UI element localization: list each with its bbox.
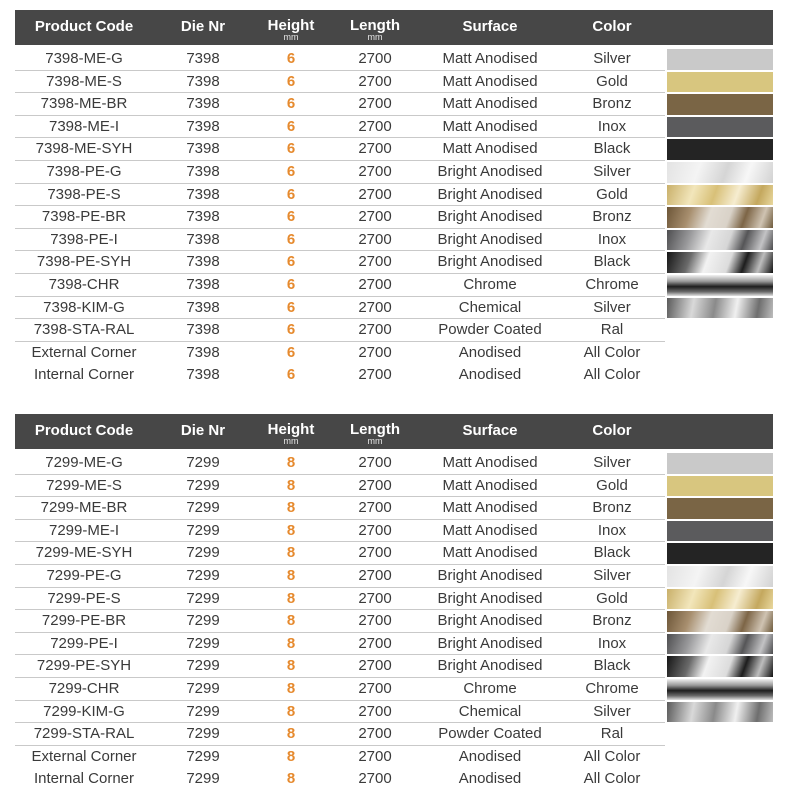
product-code-cell: 7299-ME-S — [46, 476, 122, 494]
die-nr-cell: 7398 — [186, 140, 220, 158]
die-nr-cell: 7299 — [186, 521, 220, 539]
color-swatch — [667, 49, 773, 70]
die-nr-cell: 7299 — [186, 702, 220, 720]
surface-cell: Bright Anodised — [437, 230, 543, 248]
color-cell: Black — [593, 657, 631, 675]
die-nr-cell: 7299 — [186, 499, 220, 517]
color-cell: Inox — [597, 634, 627, 652]
surface-cell: Bright Anodised — [437, 162, 543, 180]
surface-cell: Bright Anodised — [437, 634, 543, 652]
table-row — [15, 93, 773, 116]
length-cell: 2700 — [358, 366, 392, 384]
table-row — [15, 723, 773, 746]
table-row — [15, 161, 773, 184]
product-code-cell: 7398-ME-I — [48, 117, 120, 135]
color-cell: Ral — [600, 321, 624, 339]
color-cell: Silver — [593, 702, 631, 720]
die-nr-cell: 7398 — [186, 366, 220, 384]
length-cell: 2700 — [358, 140, 392, 158]
surface-cell: Matt Anodised — [442, 521, 538, 539]
table-row — [15, 475, 773, 498]
height-cell: 8 — [286, 747, 296, 765]
surface-cell: Bright Anodised — [437, 657, 543, 675]
product-code-cell: 7299-STA-RAL — [33, 725, 135, 743]
color-swatch — [667, 543, 773, 564]
surface-cell: Matt Anodised — [442, 544, 538, 562]
product-code-cell: 7398-ME-SYH — [35, 140, 133, 158]
product-code-cell: 7398-PE-I — [50, 230, 118, 248]
die-nr-cell: 7299 — [186, 544, 220, 562]
surface-cell: Chemical — [458, 702, 522, 720]
surface-cell: Chemical — [458, 298, 522, 316]
table-row — [15, 633, 773, 656]
color-swatch — [667, 521, 773, 542]
color-cell: All Color — [583, 747, 641, 765]
table-row — [15, 251, 773, 274]
color-swatch — [667, 230, 773, 251]
table-row — [15, 319, 773, 342]
height-cell: 8 — [286, 612, 296, 630]
length-cell: 2700 — [358, 117, 392, 135]
length-cell: 2700 — [358, 770, 392, 788]
col-header-product-code: Product Code — [34, 18, 134, 35]
surface-cell: Matt Anodised — [442, 454, 538, 471]
length-cell: 2700 — [358, 230, 392, 248]
height-cell: 6 — [286, 72, 296, 90]
product-code-cell: 7299-PE-I — [50, 634, 118, 652]
length-cell: 2700 — [358, 499, 392, 517]
product-code-cell: 7398-KIM-G — [43, 298, 125, 316]
product-code-cell: 7398-PE-G — [46, 162, 122, 180]
col-header-die-nr: Die Nr — [180, 18, 226, 35]
color-cell: Bronz — [592, 95, 632, 113]
table-row — [15, 497, 773, 520]
height-cell: 8 — [286, 634, 296, 652]
product-code-cell: Internal Corner — [33, 366, 135, 384]
height-cell: 8 — [286, 454, 296, 471]
product-code-cell: 7398-ME-S — [46, 72, 122, 90]
length-cell: 2700 — [358, 612, 392, 630]
die-nr-cell: 7398 — [186, 72, 220, 90]
table-row — [15, 655, 773, 678]
color-cell: Silver — [593, 50, 631, 67]
height-cell: 8 — [286, 702, 296, 720]
die-nr-cell: 7398 — [186, 50, 220, 67]
col-header-die-nr: Die Nr — [180, 422, 226, 439]
color-cell: Inox — [597, 521, 627, 539]
die-nr-cell: 7398 — [186, 321, 220, 339]
surface-cell: Matt Anodised — [442, 72, 538, 90]
product-code-cell: 7299-ME-I — [48, 521, 120, 539]
die-nr-cell: 7299 — [186, 747, 220, 765]
height-cell: 8 — [286, 657, 296, 675]
die-nr-cell: 7398 — [186, 275, 220, 293]
color-cell: Gold — [596, 185, 628, 203]
color-cell: Gold — [596, 72, 628, 90]
surface-cell: Powder Coated — [438, 725, 542, 743]
product-code-cell: 7398-PE-S — [47, 185, 121, 203]
height-cell: 8 — [286, 476, 296, 494]
length-cell: 2700 — [358, 544, 392, 562]
color-swatch — [667, 162, 773, 183]
color-cell: All Color — [583, 343, 641, 361]
col-header-length: Length mm — [350, 421, 400, 446]
die-nr-cell: 7299 — [186, 612, 220, 630]
length-cell: 2700 — [358, 679, 392, 697]
table-body — [15, 452, 773, 791]
color-cell: Bronz — [592, 499, 632, 517]
table-row — [15, 542, 773, 565]
table-row — [15, 229, 773, 252]
product-code-cell: 7398-PE-SYH — [36, 253, 132, 271]
table-row — [15, 746, 773, 769]
color-swatch — [667, 207, 773, 228]
table-row — [15, 206, 773, 229]
die-nr-cell: 7299 — [186, 657, 220, 675]
color-swatch — [667, 589, 773, 610]
color-swatch — [667, 275, 773, 296]
die-nr-cell: 7398 — [186, 298, 220, 316]
product-table-7398 — [15, 10, 773, 387]
color-cell: Bronz — [592, 612, 632, 630]
surface-cell: Matt Anodised — [442, 95, 538, 113]
product-code-cell: 7299-PE-SYH — [36, 657, 132, 675]
surface-cell: Bright Anodised — [437, 612, 543, 630]
surface-cell: Matt Anodised — [442, 117, 538, 135]
length-cell: 2700 — [358, 72, 392, 90]
length-cell: 2700 — [358, 725, 392, 743]
height-cell: 6 — [286, 185, 296, 203]
color-cell: Chrome — [585, 275, 639, 293]
table-row — [15, 138, 773, 161]
col-header-length: Length mm — [350, 17, 400, 42]
color-cell: Black — [593, 544, 631, 562]
table-row — [15, 71, 773, 94]
die-nr-cell: 7398 — [186, 208, 220, 226]
surface-cell: Matt Anodised — [442, 140, 538, 158]
product-code-cell: 7299-ME-SYH — [35, 544, 133, 562]
die-nr-cell: 7299 — [186, 476, 220, 494]
height-cell: 6 — [286, 253, 296, 271]
product-code-cell: 7398-STA-RAL — [33, 321, 135, 339]
height-cell: 6 — [286, 343, 296, 361]
height-cell: 6 — [286, 298, 296, 316]
surface-cell: Anodised — [458, 770, 522, 788]
color-swatch — [667, 566, 773, 587]
surface-cell: Anodised — [458, 366, 522, 384]
height-cell: 6 — [286, 117, 296, 135]
color-cell: Gold — [596, 476, 628, 494]
product-code-cell: Internal Corner — [33, 770, 135, 788]
length-cell: 2700 — [358, 521, 392, 539]
col-header-surface: Surface — [462, 422, 518, 439]
color-swatch — [667, 679, 773, 700]
color-swatch — [667, 139, 773, 160]
color-cell: Silver — [593, 454, 631, 471]
length-cell: 2700 — [358, 50, 392, 67]
product-code-cell: 7299-ME-G — [45, 454, 123, 471]
height-cell: 8 — [286, 499, 296, 517]
surface-cell: Bright Anodised — [437, 185, 543, 203]
product-code-cell: External Corner — [31, 747, 137, 765]
surface-cell: Bright Anodised — [437, 253, 543, 271]
die-nr-cell: 7299 — [186, 589, 220, 607]
length-cell: 2700 — [358, 747, 392, 765]
color-swatch — [667, 702, 773, 723]
height-cell: 8 — [286, 589, 296, 607]
table-row — [15, 116, 773, 139]
surface-cell: Bright Anodised — [437, 566, 543, 584]
surface-cell: Powder Coated — [438, 321, 542, 339]
length-cell: 2700 — [358, 589, 392, 607]
color-swatch — [667, 611, 773, 632]
length-cell: 2700 — [358, 657, 392, 675]
height-cell: 6 — [286, 321, 296, 339]
color-cell: Black — [593, 140, 631, 158]
color-swatch — [667, 117, 773, 138]
height-cell: 8 — [286, 521, 296, 539]
surface-cell: Anodised — [458, 343, 522, 361]
product-code-cell: 7398-CHR — [48, 275, 120, 293]
surface-cell: Matt Anodised — [442, 499, 538, 517]
product-code-cell: 7398-ME-BR — [40, 95, 128, 113]
product-table-7299 — [15, 414, 773, 791]
col-header-product-code: Product Code — [34, 422, 134, 439]
die-nr-cell: 7299 — [186, 634, 220, 652]
height-cell: 6 — [286, 95, 296, 113]
color-swatch — [667, 298, 773, 319]
die-nr-cell: 7398 — [186, 95, 220, 113]
col-header-surface: Surface — [462, 18, 518, 35]
color-cell: Ral — [600, 725, 624, 743]
color-swatch — [667, 498, 773, 519]
table-row — [15, 610, 773, 633]
length-cell: 2700 — [358, 634, 392, 652]
product-code-cell: 7299-ME-BR — [40, 499, 128, 517]
die-nr-cell: 7299 — [186, 725, 220, 743]
table-row — [15, 274, 773, 297]
color-cell: Silver — [593, 298, 631, 316]
product-code-cell: 7398-ME-G — [45, 50, 123, 67]
table-row — [15, 701, 773, 724]
product-code-cell: 7398-PE-BR — [41, 208, 127, 226]
table-header — [15, 10, 773, 45]
height-cell: 6 — [286, 208, 296, 226]
color-swatch — [667, 72, 773, 93]
length-cell: 2700 — [358, 566, 392, 584]
product-code-cell: 7299-PE-BR — [41, 612, 127, 630]
die-nr-cell: 7299 — [186, 770, 220, 788]
die-nr-cell: 7299 — [186, 679, 220, 697]
color-swatch — [667, 94, 773, 115]
color-swatch — [667, 476, 773, 497]
color-cell: All Color — [583, 770, 641, 788]
table-header — [15, 414, 773, 449]
height-cell: 8 — [286, 679, 296, 697]
color-cell: Black — [593, 253, 631, 271]
col-header-color: Color — [592, 18, 632, 35]
product-code-cell: 7299-KIM-G — [43, 702, 125, 720]
height-cell: 6 — [286, 50, 296, 67]
height-cell: 6 — [286, 275, 296, 293]
color-swatch — [667, 656, 773, 677]
color-cell: Silver — [593, 566, 631, 584]
color-swatch — [667, 634, 773, 655]
surface-cell: Bright Anodised — [437, 589, 543, 607]
length-cell: 2700 — [358, 476, 392, 494]
table-row — [15, 364, 773, 387]
color-cell: Inox — [597, 117, 627, 135]
surface-cell: Matt Anodised — [442, 50, 538, 67]
die-nr-cell: 7299 — [186, 454, 220, 471]
die-nr-cell: 7398 — [186, 230, 220, 248]
color-swatch — [667, 252, 773, 273]
table-row — [15, 565, 773, 588]
table-row — [15, 184, 773, 207]
height-cell: 6 — [286, 366, 296, 384]
length-cell: 2700 — [358, 185, 392, 203]
color-swatch — [667, 185, 773, 206]
color-cell: Chrome — [585, 679, 639, 697]
product-code-cell: 7299-PE-G — [46, 566, 122, 584]
col-header-height: Height mm — [267, 421, 315, 446]
height-cell: 6 — [286, 162, 296, 180]
length-cell: 2700 — [358, 253, 392, 271]
color-cell: All Color — [583, 366, 641, 384]
die-nr-cell: 7299 — [186, 566, 220, 584]
height-cell: 8 — [286, 725, 296, 743]
height-cell: 8 — [286, 544, 296, 562]
product-code-cell: 7299-PE-S — [47, 589, 121, 607]
color-cell: Silver — [593, 162, 631, 180]
surface-cell: Chrome — [463, 275, 517, 293]
height-cell: 8 — [286, 566, 296, 584]
table-row — [15, 342, 773, 365]
die-nr-cell: 7398 — [186, 162, 220, 180]
die-nr-cell: 7398 — [186, 253, 220, 271]
length-cell: 2700 — [358, 454, 392, 471]
col-header-height: Height mm — [267, 17, 315, 42]
surface-cell: Bright Anodised — [437, 208, 543, 226]
length-cell: 2700 — [358, 343, 392, 361]
color-cell: Gold — [596, 589, 628, 607]
product-code-cell: 7299-CHR — [48, 679, 120, 697]
table-row — [15, 297, 773, 320]
table-row — [15, 48, 773, 71]
col-header-color: Color — [592, 422, 632, 439]
table-body — [15, 48, 773, 387]
length-cell: 2700 — [358, 162, 392, 180]
length-cell: 2700 — [358, 321, 392, 339]
surface-cell: Matt Anodised — [442, 476, 538, 494]
surface-cell: Anodised — [458, 747, 522, 765]
color-cell: Bronz — [592, 208, 632, 226]
table-row — [15, 452, 773, 475]
length-cell: 2700 — [358, 208, 392, 226]
height-cell: 6 — [286, 230, 296, 248]
color-cell: Inox — [597, 230, 627, 248]
length-cell: 2700 — [358, 298, 392, 316]
color-swatch — [667, 453, 773, 474]
table-row — [15, 678, 773, 701]
length-cell: 2700 — [358, 702, 392, 720]
die-nr-cell: 7398 — [186, 117, 220, 135]
length-cell: 2700 — [358, 275, 392, 293]
surface-cell: Chrome — [463, 679, 517, 697]
table-row — [15, 588, 773, 611]
die-nr-cell: 7398 — [186, 343, 220, 361]
die-nr-cell: 7398 — [186, 185, 220, 203]
product-code-cell: External Corner — [31, 343, 137, 361]
length-cell: 2700 — [358, 95, 392, 113]
height-cell: 8 — [286, 770, 296, 788]
table-row — [15, 768, 773, 791]
height-cell: 6 — [286, 140, 296, 158]
table-row — [15, 520, 773, 543]
